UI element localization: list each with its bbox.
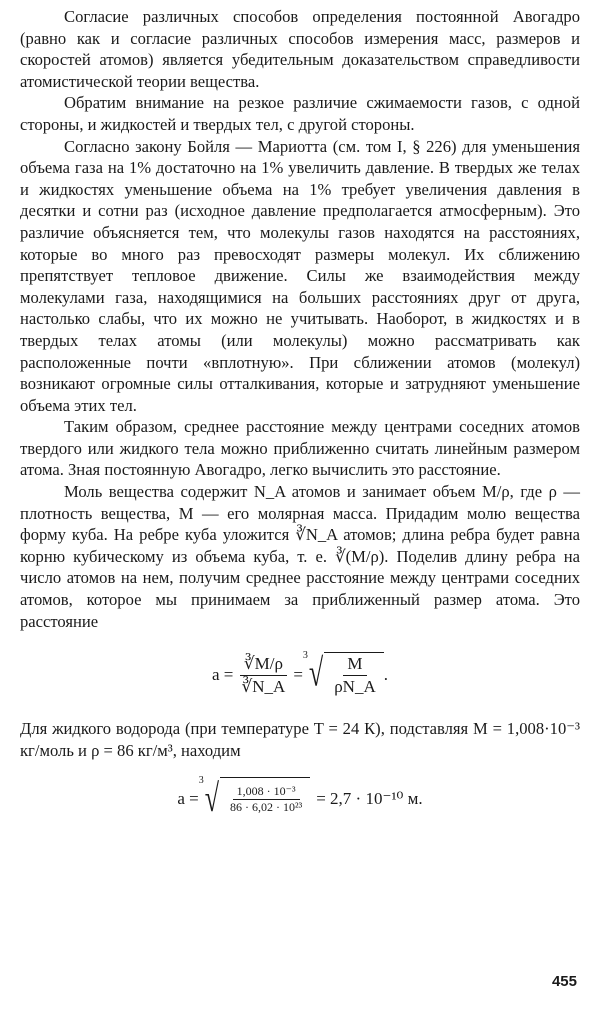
cube-root: 3 √ $\frac{\text{1,008 · 10⁻³}}{\text{86 · 6,02 · 10²³}}$ [205, 777, 310, 821]
page-body [20, 6, 580, 827]
formula-fraction: $\frac{∛M/\rho}{∛N\_A}$ [241, 653, 286, 696]
formula-atom-size: a = $\frac{∛M/\rho}{∛N\_A}$ = 3 √ $\frac{M}{\rho N\_A}$ . [20, 642, 580, 708]
formula-denominator: N_A [252, 676, 286, 696]
formula-lhs: a = [212, 665, 234, 685]
paragraph: Согласно закону Бойля — Мариотта (см. том I, § 226) для уменьшения объема газа на 1% достаточно на 1% увеличить давление. В твердых же телах и жидкостях уменьшение объема на 1% требует увеличения давления в десятки и сотни раз (исходное давление предполагается атмосферным). Это различие объясняется тем, что молекулы газов находятся на расстояниях, которые во много раз превосходят размеры молекул. Их сближению препятствует тепловое движение. Силы же взаимодействия между молекулами газа, находящимися на больших расстояниях друг от друга, настолько слабы, что их можно не учитывать. Наоборот, в жидкостях и в твердых телах атомы (или молекулы) можно рассматривать как расположенные почти «вплотную». При сближении атомов (молекул) возникают огромные силы отталкивания, которые и затрудняют уменьшение объема этих тел. [20, 136, 580, 415]
formula-numerator: M/ρ [254, 653, 283, 673]
root-sign-icon: √ [308, 651, 324, 695]
page-number: 455 [551, 973, 577, 990]
paragraph: Для жидкого водорода (при температуре T = 24 К), подставляя M = 1,008·10⁻³ кг/моль и ρ = 86 кг/м³, находим [20, 719, 580, 760]
formula-result: = 2,7 · 10⁻¹⁰ м. [316, 789, 423, 809]
paragraph: Таким образом, среднее расстояние между центрами соседних атомов твердого или жидкого тела можно приближенно считать линейным размером атома. Зная постоянную Авогадро, легко вычислить это расстояние. [20, 417, 580, 480]
formula-numerator: 1,008 · 10⁻³ [233, 784, 300, 800]
formula-rhs-denominator: ρN_A [334, 677, 376, 697]
formula-hydrogen [20, 771, 580, 827]
cube-root: 3 √ $\frac{M}{\rho N\_A}$ [309, 652, 384, 698]
formula-denominator: 86 · 6,02 · 10²³ [230, 800, 303, 815]
paragraph: Обратим внимание на резкое различие сжимаемости газов, с одной стороны, и жидкостей и твердых тел, с другой стороны. [20, 93, 580, 134]
formula-lhs: a = [177, 789, 199, 809]
formula-rhs-numerator: M [343, 653, 366, 676]
root-sign-icon: √ [204, 776, 220, 821]
formula-end: . [383, 665, 388, 685]
paragraph: Согласие различных способов определения постоянной Авогадро (равно как и согласие различных способов измерения масс, размеров и скоростей атомов) является убедительным доказательством справедливости атомистической теории вещества. [20, 7, 580, 91]
paragraph: Моль вещества содержит N_A атомов и занимает объем M/ρ, где ρ — плотность вещества, M — его молярная масса. Придадим молю вещества форму куба. На ребре куба уложится ∛N_A атомов; длина ребра будет равна корню кубическому из объема куба, т. е. ∛(M/ρ). Поделив длину ребра на число атомов на нем, получим среднее расстояние между центрами соседних атомов, которое мы принимаем за приближенный размер атома. Это расстояние [20, 482, 580, 631]
